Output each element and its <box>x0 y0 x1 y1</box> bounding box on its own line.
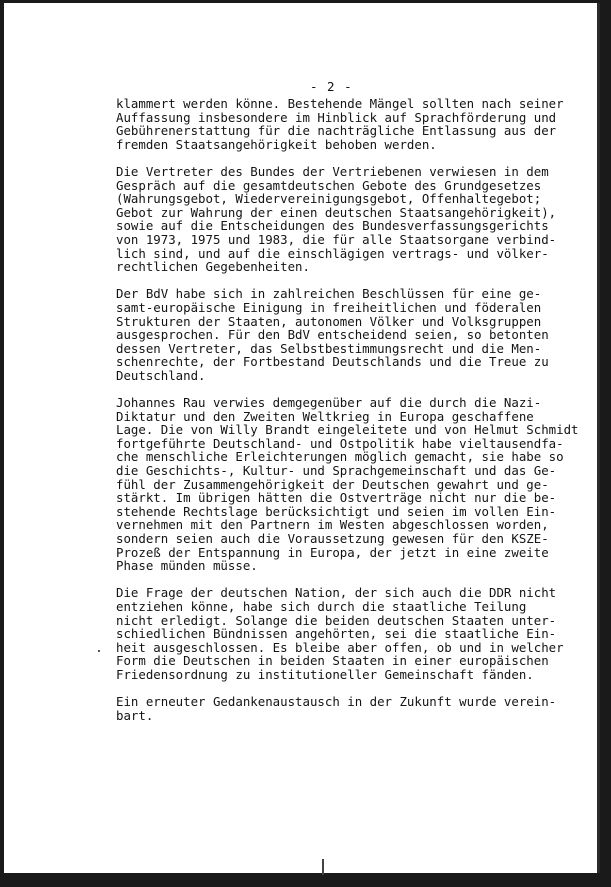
text-line: ausgesprochen. Für den BdV entscheidend seien, so betonten <box>116 327 549 343</box>
text-line: Friedensordnung zu institutioneller Gemeinschaft fänden. <box>116 666 534 682</box>
text-line: schenrechte, der Fortbestand Deutschlands und die Treue zu <box>116 354 549 370</box>
text-line: bart. <box>116 707 154 723</box>
text-line: die Geschichts-, Kultur- und Sprachgemeinschaft und das Ge- <box>116 463 557 479</box>
scan-artifact <box>322 859 324 875</box>
text-line: samt-europäische Einigung in freiheitlichen und föderalen <box>116 299 542 315</box>
paragraph-6 <box>116 695 586 722</box>
text-line: lich sind, und auf die einschlägigen vertrags- und völker- <box>116 245 549 261</box>
text-line: Strukturen der Staaten, autonomen Völker und Volksgruppen <box>116 313 542 329</box>
text-line: Gebot zur Wahrung der einen deutschen Staatsangehörigkeit), <box>116 204 557 220</box>
text-line: Diktatur und den Zweiten Weltkrieg in Europa geschaffene <box>116 408 534 424</box>
paragraph-4 <box>116 396 586 573</box>
text-line: (Wahrungsgebot, Wiedervereinigungsgebot, Offenhaltegebot; <box>116 191 542 207</box>
text-line: Phase münden müsse. <box>116 558 258 574</box>
text-line: Deutschland. <box>116 367 206 383</box>
text-line: Johannes Rau verwies demgegenüber auf die durch die Nazi- <box>116 395 542 411</box>
text-line: Ein erneuter Gedankenaustausch in der Zukunft wurde verein- <box>116 694 557 710</box>
text-line: dessen Vertreter, das Selbstbestimmungsrecht und die Men- <box>116 340 542 356</box>
text-line: fühl der Zusammengehörigkeit der Deutschen gewahrt und ge- <box>116 476 549 492</box>
text-line: Die Frage der deutschen Nation, der sich auch die DDR nicht <box>116 585 557 601</box>
text-line: Lage. Die von Willy Brandt eingeleitete und von Helmut Schmidt <box>116 422 579 438</box>
scan-speck <box>98 650 100 652</box>
document-body <box>116 97 586 736</box>
text-line: stehende Rechtslage berücksichtigt und seien im vollen Ein- <box>116 503 557 519</box>
page-number: - 2 - <box>310 79 353 94</box>
document-page <box>4 3 600 873</box>
text-line: sowie auf die Entscheidungen des Bundesverfassungsgerichts <box>116 218 549 234</box>
paragraph-3 <box>116 287 586 382</box>
text-line: klammert werden könne. Bestehende Mängel sollten nach seiner <box>116 96 564 111</box>
text-line: von 1973, 1975 und 1983, die für alle Staatsorgane verbind- <box>116 231 557 247</box>
text-line: sondern seien auch die Voraussetzung gewesen für den KSZE- <box>116 531 549 546</box>
text-line: Prozeß der Entspannung in Europa, der jetzt in eine zweite <box>116 544 549 560</box>
text-line: vernehmen mit den Partnern im Westen abgeschlossen worden, <box>116 517 549 533</box>
text-line: Die Vertreter des Bundes der Vertriebenen verwiesen in dem <box>116 163 549 179</box>
text-line: heit ausgeschlossen. Es bleibe aber offen, ob und in welcher <box>116 639 564 655</box>
text-line: Gebührenerstattung für die nachträgliche Entlassung aus der <box>116 123 557 139</box>
text-line: rechtlichen Gegebenheiten. <box>116 259 310 275</box>
text-line: Gespräch auf die gesamtdeutschen Gebote des Grundgesetzes <box>116 177 542 193</box>
text-line: stärkt. Im übrigen hätten die Ostverträge nicht nur die be- <box>116 490 557 506</box>
text-line: Form die Deutschen in beiden Staaten in einer europäischen <box>116 653 549 669</box>
text-line: schiedlichen Bündnissen angehörten, sei die staatliche Ein- <box>116 626 557 642</box>
text-line: Auffassung insbesondere im Hinblick auf Sprachförderung und <box>116 109 557 125</box>
text-line: Der BdV habe sich in zahlreichen Beschlüssen für eine ge- <box>116 286 542 302</box>
text-line: entziehen könne, habe sich durch die staatliche Teilung <box>116 598 527 614</box>
paragraph-5 <box>116 586 586 681</box>
paragraph-1 <box>116 97 586 151</box>
text-line: fremden Staatsangehörigkeit behoben werden. <box>116 136 437 152</box>
text-line: fortgeführte Deutschland- und Ostpolitik habe vieltausendfa- <box>116 435 564 451</box>
text-line: che menschliche Erleichterungen möglich gemacht, sie habe so <box>116 449 564 465</box>
paragraph-2 <box>116 165 586 274</box>
text-line: nicht erledigt. Solange die beiden deutschen Staaten unter- <box>116 612 557 628</box>
